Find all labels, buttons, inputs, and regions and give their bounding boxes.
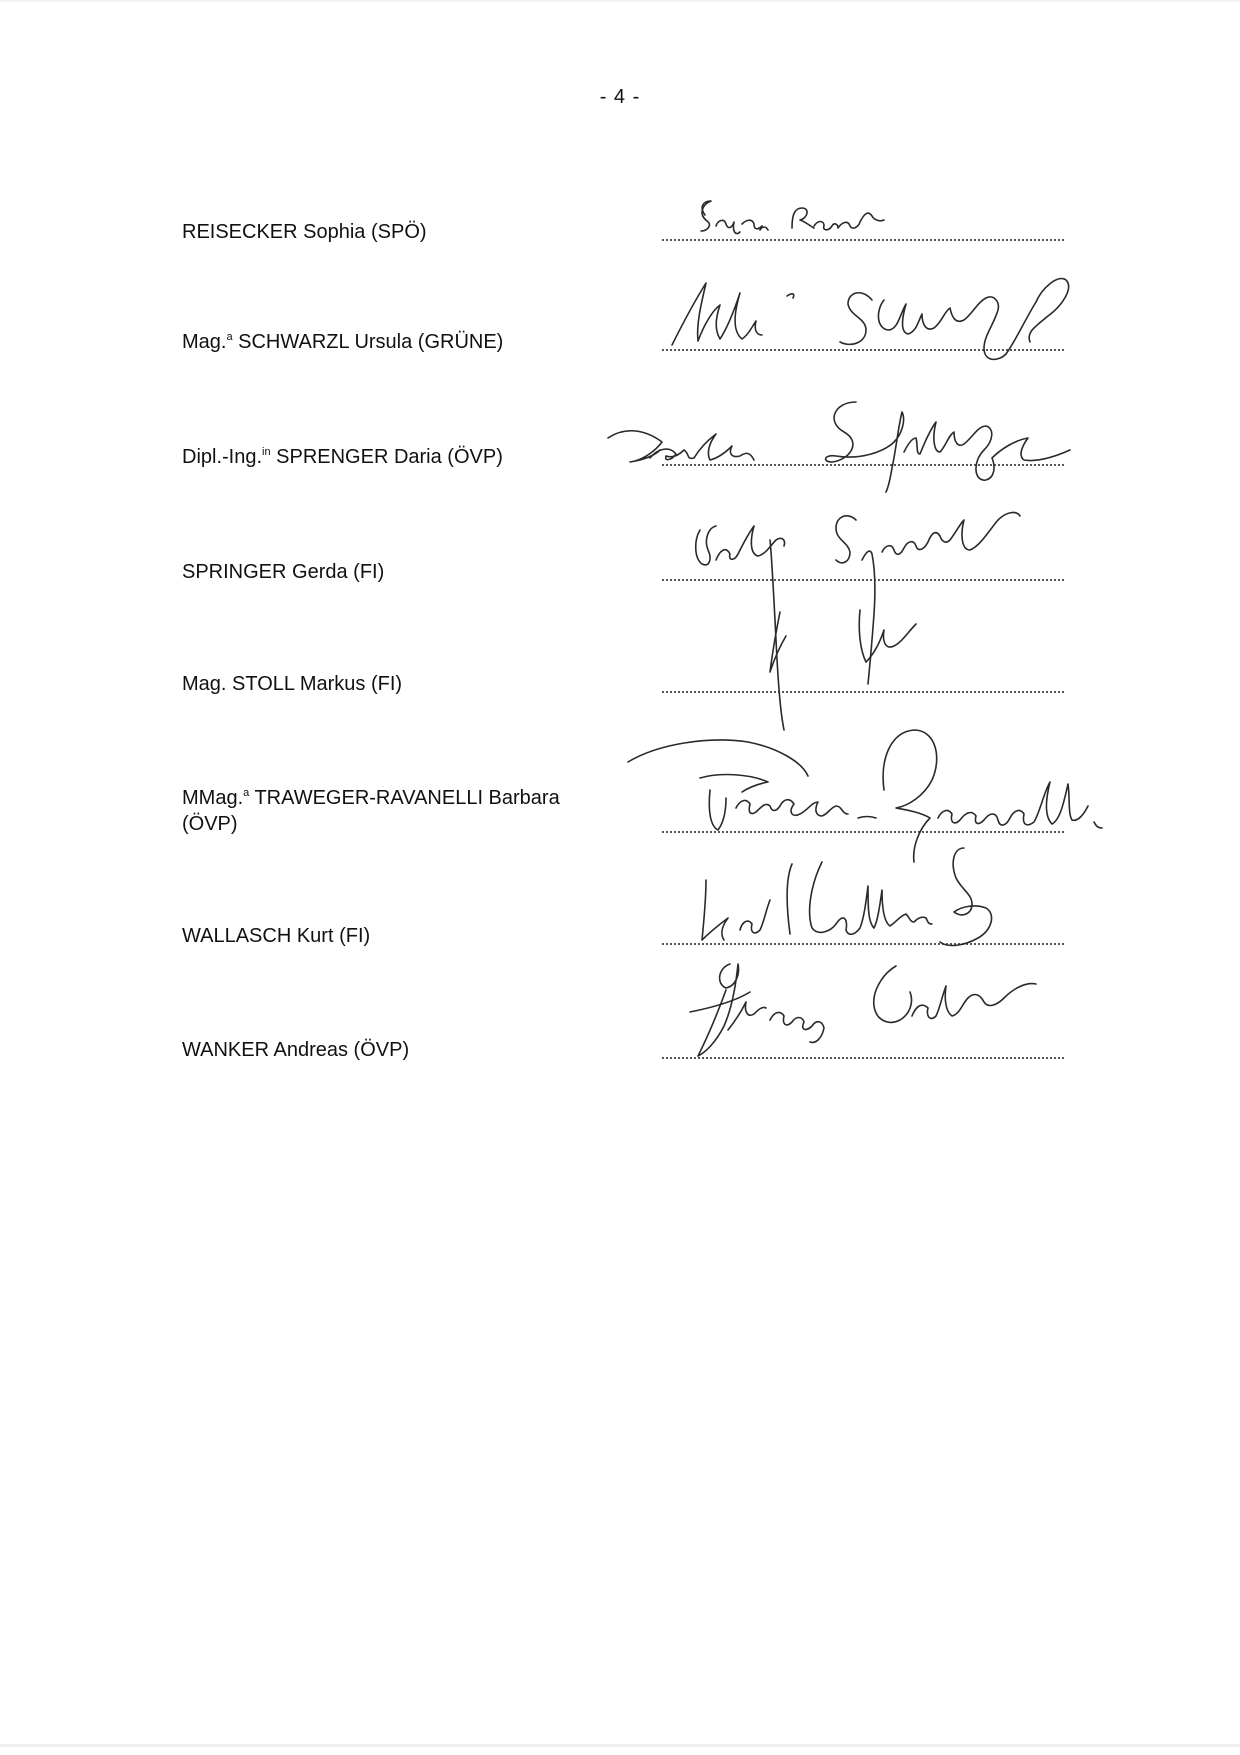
signer-name: Dipl.-Ing.$^{in}$ SPRENGER Daria (ÖVP) <box>182 446 503 468</box>
signature-line <box>662 943 1064 945</box>
signer-row <box>0 786 1240 856</box>
signer-name: Mag.$^a$ SCHWARZL Ursula (GRÜNE) <box>182 331 504 353</box>
signer-row <box>0 330 1240 390</box>
signer-row <box>0 560 1240 620</box>
signer-name: WANKER Andreas (ÖVP) <box>182 1039 410 1061</box>
signer-name-continuation: (ÖVP) <box>182 813 238 835</box>
signature-line <box>662 1057 1064 1059</box>
signature-line <box>662 464 1064 466</box>
signer-row <box>0 220 1240 280</box>
signature-line <box>662 579 1064 581</box>
signature-line <box>662 239 1064 241</box>
page-top-edge <box>0 0 1240 2</box>
page-number: - 4 - <box>599 86 641 108</box>
signer-row <box>0 924 1240 984</box>
signature-line <box>662 691 1064 693</box>
page-bottom-edge <box>0 1744 1240 1747</box>
signer-name: Mag. STOLL Markus (FI) <box>182 673 403 695</box>
signer-row <box>0 672 1240 732</box>
signer-name: WALLASCH Kurt (FI) <box>182 925 371 947</box>
signer-name: MMag.$^a$ TRAWEGER-RAVANELLI Barbara <box>182 787 560 809</box>
signature-line <box>662 349 1064 351</box>
signer-name: SPRINGER Gerda (FI) <box>182 561 385 583</box>
signer-row <box>0 445 1240 505</box>
signer-row <box>0 1038 1240 1098</box>
signer-name: REISECKER Sophia (SPÖ) <box>182 221 427 243</box>
signature-line <box>662 831 1064 833</box>
